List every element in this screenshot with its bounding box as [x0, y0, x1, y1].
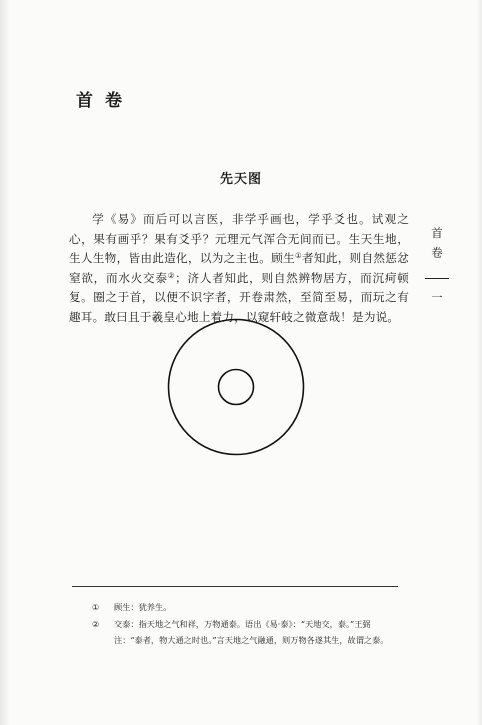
footnote-marker: ① [295, 251, 303, 261]
footnote-divider [72, 586, 398, 587]
footnote-number: ② [92, 618, 100, 629]
footnote-marker: ② [167, 270, 176, 280]
margin-thumb-tab [422, 226, 452, 305]
footnote-item [72, 599, 398, 616]
page-edge-shadow-right [476, 0, 482, 725]
footnotes [72, 599, 398, 649]
body-text-run: 学《易》而后可以言医，非学乎画也，学乎爻也。试观之心，果有画乎？果有爻乎？元理元气浑合无间而已。生天生地，生人生物，皆由此造化，以为之主也。顾生 [69, 212, 409, 266]
outer-circle [169, 320, 304, 455]
section-title: 先天图 [219, 172, 262, 187]
footnote-item [72, 616, 398, 649]
body-text [69, 210, 409, 328]
margin-tab-label: 首卷 [430, 226, 444, 266]
body-paragraph [69, 210, 409, 328]
page-edge-shadow-left [0, 0, 10, 725]
footnote-number: ① [92, 602, 100, 612]
chapter-title: 首卷 [76, 91, 134, 111]
inner-circle [219, 370, 254, 405]
footnote-text: 顾生：犹养生。 [114, 602, 172, 612]
body-text-run: ；济人者知此，则自然辨物居方，而沉疴顿复。圈之于首，以便不识字者，开卷肃然，至简至易，而玩之有趣耳。敢曰且于羲皇心地上着力，以窥轩岐之微意哉！是为说。 [69, 270, 409, 324]
xiantian-diagram [164, 315, 308, 459]
body-text-run: 者知此，则自然惩忿窒欲，而水火交泰 [69, 251, 409, 285]
footnote-text: 交泰：指天地之气和祥，万物通泰。语出《易·泰》：“天地交，泰。”王弼注：“泰者，物大通之时也。”言天地之气融通，则万物各遂其生，故谓之泰。 [114, 618, 389, 646]
margin-tab-rule [425, 278, 449, 279]
page-number: 一 [431, 291, 443, 304]
